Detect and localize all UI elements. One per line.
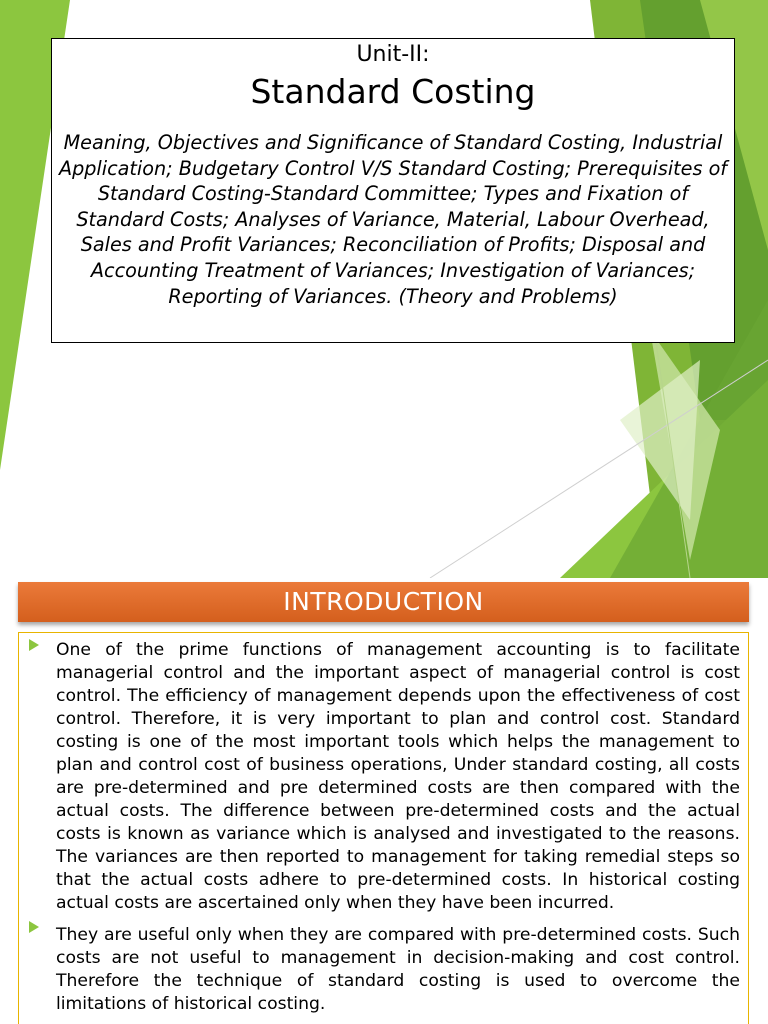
introduction-heading: INTRODUCTION (18, 582, 749, 622)
introduction-slide (0, 578, 768, 1024)
triangle-bullet-icon (29, 639, 39, 651)
bullet-text: They are useful only when they are compared with pre-determined costs. Such costs are not useful to management in decision-making and cost control. Therefore the technique of standard costing is used to overcome the limitations of historical costing. (56, 925, 740, 1014)
list-item (19, 915, 748, 1016)
triangle-bullet-icon (29, 921, 39, 933)
bullet-text: One of the prime functions of management accounting is to facilitate managerial control and the important aspect of managerial control is cost control. The efficiency of management depends upon the effectiveness of cost control. Therefore, it is very important to plan and control cost. Standard costing is one of the most important tools which helps the management to plan and control cost of business operations, Under standard costing, all costs are pre-determined and pre determined costs are then compared with the actual costs. The difference between pre-determined costs and the actual costs is known as variance which is analysed and investigated to the reasons. The variances are then reported to management for taking remedial steps so that the actual costs adhere to pre-determined costs. In historical costing actual costs are ascertained only when they have been incurred. (56, 640, 740, 913)
content-box (18, 632, 749, 1024)
title-box (51, 38, 735, 343)
list-item (19, 633, 748, 915)
slide-title: Standard Costing (250, 72, 536, 111)
unit-label: Unit-II: (356, 42, 430, 67)
syllabus-text: Meaning, Objectives and Significance of Standard Costing, Industrial Application; Budgetary Control V/S Standard Costing; Prerequisites of Standard Costing-Standard Committee; Types and Fixation of Standard Costs; Analyses of Variance, Material, Labour Overhead, Sales and Profit Variances; Reconciliation of Profits; Disposal and Accounting Treatment of Variances; Investigation of Variances; Reporting of Variances. (Theory and Problems) (58, 131, 728, 308)
